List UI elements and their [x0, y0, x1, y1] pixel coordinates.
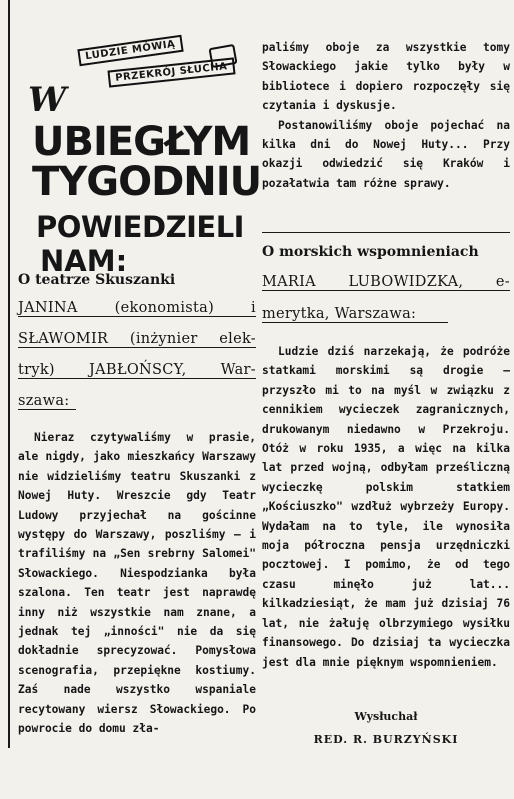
- heading-w: W: [28, 80, 67, 120]
- article1-byline-3: tryk) JABŁOŃSCY, War-: [18, 362, 256, 378]
- article1-byline-2: SŁAWOMIR (inżynier elek-: [18, 331, 256, 347]
- heading-line4: NAM:: [40, 244, 128, 278]
- column-heading: [18, 22, 262, 278]
- article2-body: [262, 342, 510, 672]
- banner-top-tag: LUDZIE MÓWIĄ: [77, 35, 183, 66]
- banner-bottom-tag: PRZEKRÓJ SŁUCHA: [107, 57, 235, 87]
- left-border-rule: [8, 0, 10, 748]
- heading-line2: TYGODNIU: [32, 159, 262, 205]
- heading-line3: POWIEDZIELI: [36, 210, 244, 244]
- article2-byline-1: MARIA LUBOWIDZKA, e-: [262, 274, 510, 290]
- article1-paragraph-2: Postanowiliśmy oboje pojechać na kilka dni do Nowej Huty... Przy okazji odwiedzić się Kraków i pozałatwia tam różne sprawy.: [262, 118, 510, 190]
- section-divider: [262, 232, 510, 233]
- article1-body-cont: [262, 38, 510, 193]
- article2-paragraph: Ludzie dziś narzekają, że podróże statkami morskimi są drogie — przyszło mi to na myśl w związku z cennikiem wycieczek zagranicznych, drukowanym niedawno w Przekroju. Otóż w roku 1935, a więc na kilka lat przed wojną, odbyłam prześliczną wycieczkę polskim statkiem „Kościuszko" wzdłuż wybrzeży Europy. Wydałam na to tyle, ile wynosiła moja półroczna pensja urzędniczki pocztowej. I pomimo, że od tego czasu minęło już lat... kilkadziesiąt, że mam już dzisiaj 76 lat, nie żałuję olbrzymiego wysiłku finansowego. Do dzisiaj ta wycieczka jest dla mnie pięknym wspomnieniem.: [262, 345, 510, 669]
- heading-line1: UBIEGŁYM: [32, 119, 251, 165]
- article1-byline-4: szawa:: [18, 393, 76, 410]
- article1-byline-1: JANINA (ekonomista) i: [18, 300, 256, 316]
- article1-body: [18, 428, 256, 739]
- article1-title: O teatrze Skuszanki: [18, 272, 176, 288]
- signature-label: Wysłuchał: [354, 710, 418, 723]
- article2-byline-2: merytka, Warszawa:: [262, 306, 448, 323]
- article2-title: O morskich wspomnieniach: [262, 244, 479, 260]
- article1-paragraph-cont: paliśmy oboje za wszystkie tomy Słowackiego jakie tylko były w bibliotece i dopiero rozpoczęły się czytania i dyskusje.: [262, 41, 510, 113]
- signature-name: RED. R. BURZYŃSKI: [313, 733, 459, 746]
- article1-paragraph: Nieraz czytywaliśmy w prasie, ale nigdy, jako mieszkańcy Warszawy nie widzieliśmy teatru Skuszanki z Nowej Huty. Wreszcie gdy Teatr Ludowy przyjechał na gościnne występy do Warszawy, poszliśmy — i trafiliśmy na „Sen srebrny Salomei" Słowackiego. Niespodzianka była szalona. Ten teatr jest naprawdę inny niż wszystkie nam znane, a jednak tej „inności" nie da się dokładnie sprecyzować. Pomysłowa scenografia, przepiękne kostiumy. Zaś nade wszystko wspaniale recytowany wiersz Słowackiego. Po powrocie do domu zła-: [18, 431, 256, 736]
